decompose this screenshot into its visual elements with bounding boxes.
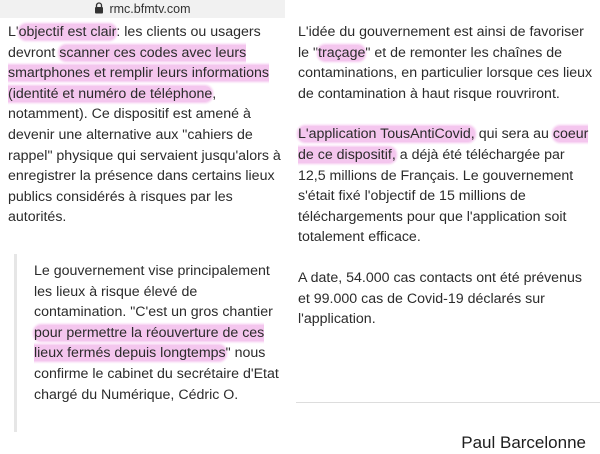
highlighted-text: objectif est clair [18,24,117,40]
text-run: L'idée du gouvernement est ainsi de favoriser le " [298,24,584,61]
article-paragraph [298,22,594,104]
text-run: , notamment). Ce dispositif est amené à devenir une alternative aux "cahiers de rappel" physique qui servaient jusqu'alors à enregistrer la présence dans certains lieux publics considérés à risques par les autorités. [8,85,281,226]
url-text: rmc.bfmtv.com [109,2,191,16]
quote-text [34,261,284,405]
text-run: Le gouvernement vise principalement les lieux à risque élevé de contamination. "C'est un gros chantier [34,263,273,321]
article-paragraph: A date, 54.000 cas contacts ont été prévenus et 99.000 cas de Covid-19 déclarés sur l'application. [298,269,582,328]
text-run: " nous confirme le cabinet du secrétaire d'Etat chargé du Numérique, Cédric O. [34,345,279,403]
article-paragraph [298,124,594,248]
lock-icon [94,2,104,17]
highlighted-text: L'application TousAntiCovid, [298,126,475,143]
article-left-column [8,22,283,228]
text-run: : les clients ou usagers devront [8,24,261,61]
article-paragraph [8,22,283,228]
divider [296,402,600,403]
author-name: Paul Barcelonne [461,433,586,452]
highlighted-text: traçage [318,44,366,61]
blockquote [14,254,287,432]
highlighted-text: coeur de ce dispositif, [298,126,589,163]
text-run: " et de remonter les chaînes de contaminations, en particulier lorsque ces lieux de contamination à haut risque rouvriront. [298,44,593,102]
browser-url-bar[interactable] [0,0,285,18]
article-right-column [298,22,594,330]
text-run: L' [8,24,19,40]
highlighted-text: pour permettre la réouverture de ces lieux fermés depuis longtemps [34,324,265,362]
highlighted-text: scanner ces codes avec leurs smartphones et remplir leurs informations (identité et numéro de téléphone [8,44,269,102]
text-run: a déjà été téléchargée par 12,5 millions de Français. Le gouvernement s'était fixé l'objectif de 15 millions de téléchargements pour que l'application soit totalement efficace. [298,146,574,246]
text-run: qui sera au [474,126,553,143]
